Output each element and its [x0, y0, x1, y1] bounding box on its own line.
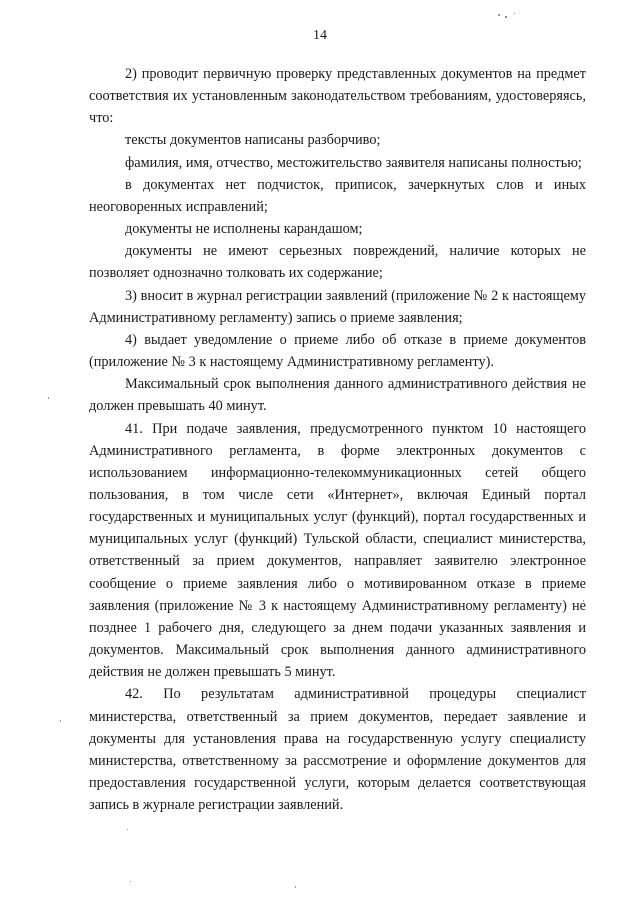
- scan-speck: [130, 881, 131, 882]
- paragraph: документы не исполнены карандашом;: [125, 221, 363, 238]
- paragraph: тексты документов написаны разборчиво;: [125, 132, 381, 149]
- paragraph: в документах нет подчисток, приписок, зачеркнутых слов и иных неоговоренных исправлений;: [89, 176, 586, 215]
- paragraph: фамилия, имя, отчество, местожительство заявителя написаны полностью;: [125, 154, 582, 171]
- paragraph: 42. По результатам административной процедуры специалист министерства, ответственный за прием документов, передает заявление и документы для установления права на государственную услугу специалисту министерства, ответственному за рассмотрение и оформление документов для предоставления государственной услуги, которым делается соответствующая запись в журнале регистрации заявлений.: [89, 686, 586, 814]
- paragraph: документы не имеют серьезных повреждений, наличие которых не позволяет однозначно толковать их содержание;: [89, 243, 586, 282]
- paragraph: 41. При подаче заявления, предусмотренного пунктом 10 настоящего Административного регламента, в форме электронных документов с использованием информационно-телекоммуникационных сетей общего пользования, в том числе сети «Интернет», включая Единый портал государственных и муниципальных услуг (функций), портал государственных и муниципальных услуг (функций) Тульской области, специалист министерства, ответственный за прием документов, направляет заявителю электронное сообщение о приеме заявления либо о мотивированном отказе в приеме заявления (приложение № 3 к настоящему Административному регламенту) не позднее 1 рабочего дня, следующего за днем подачи указанных заявления и документов. Максимальный срок выполнения данного административного действия не должен превышать 5 минут.: [89, 420, 586, 681]
- scan-speck: [505, 16, 507, 18]
- scan-speck: [127, 829, 128, 830]
- scan-speck: [60, 720, 61, 722]
- page-number: 14: [313, 28, 327, 43]
- scan-speck: [514, 13, 515, 14]
- scan-speck: [295, 886, 296, 888]
- paragraph: 4) выдает уведомление о приеме либо об отказе в приеме документов (приложение № 3 к настоящему Административному регламенту).: [89, 331, 586, 371]
- scan-speck: [48, 397, 49, 399]
- paragraph: 2) проводит первичную проверку представленных документов на предмет соответствия их установленным законодательством требованиям, удостоверяясь, что:: [89, 66, 586, 127]
- paragraph: Максимальный срок выполнения данного административного действия не должен превышать 40 минут.: [89, 376, 586, 415]
- paragraph: 3) вносит в журнал регистрации заявлений (приложение № 2 к настоящему Административному регламенту) запись о приеме заявления;: [89, 287, 586, 326]
- document-body: [89, 63, 586, 816]
- scan-speck: [498, 14, 500, 16]
